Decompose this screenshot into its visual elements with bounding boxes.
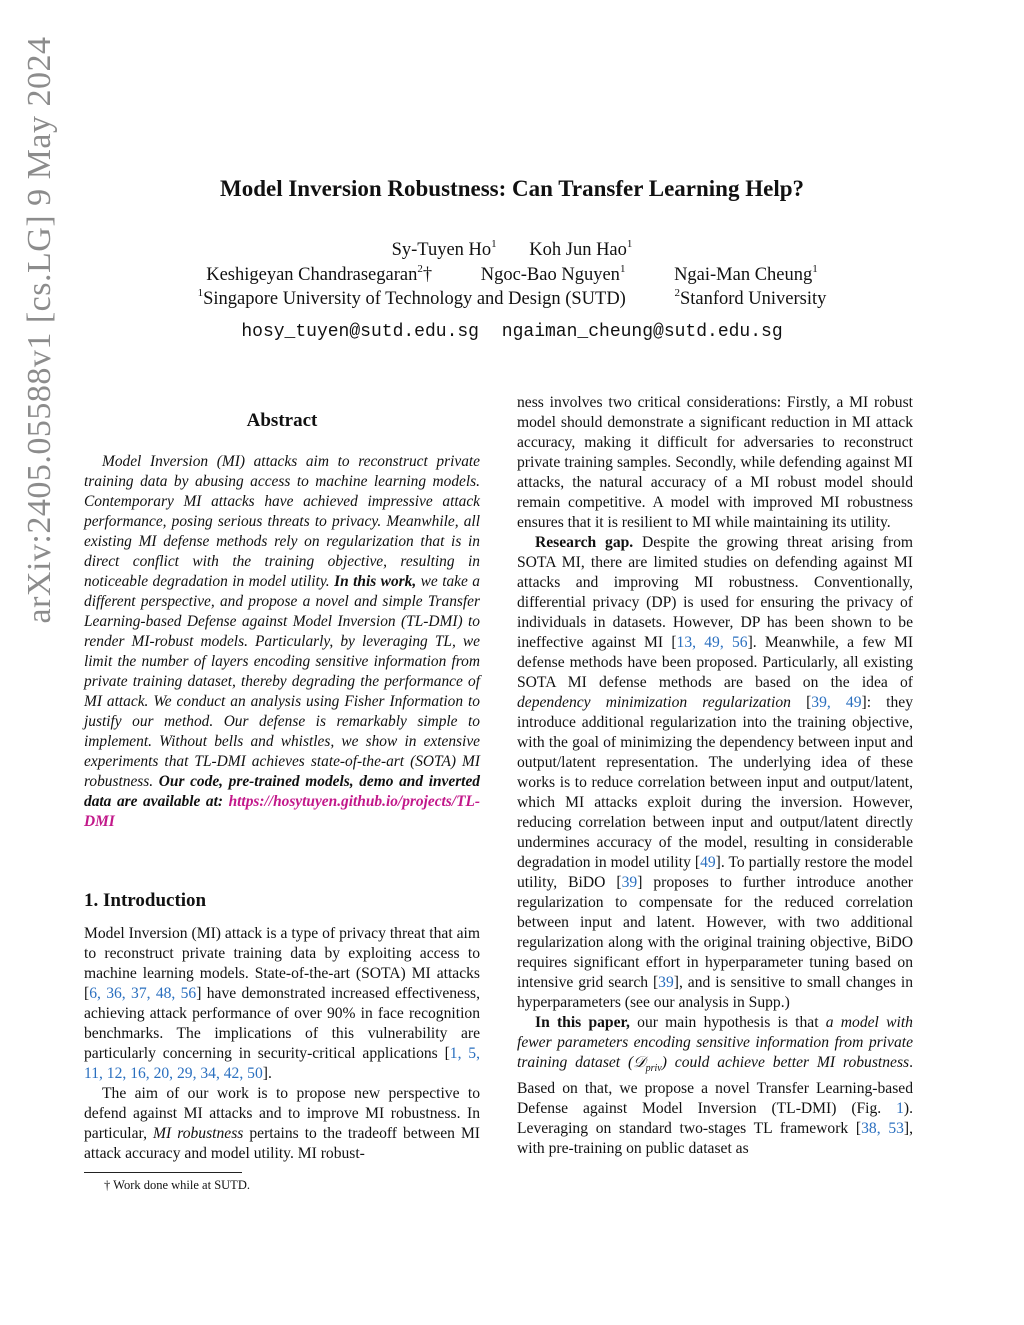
author-name: Sy-Tuyen Ho bbox=[391, 240, 492, 260]
citation[interactable]: 38, 53 bbox=[861, 1120, 904, 1138]
abstract-body: Model Inversion (MI) attacks aim to reconstruct private training data by abusing access to machine learning models. Contemporary MI attacks have achieved impressive attack performance, posing serious threats to privacy. Meanwhile, all existing MI defense methods rely on regularization that is in direct conflict with the training objective, resulting in noticeable degradation in model utility. In this work, we take a different perspective, and propose a novel and simple Transfer Learning-based Defense against Model Inversion (TL-DMI) to render MI-robust models. Particularly, by leveraging TL, we limit the number of layers encoding sensitive information from private training dataset, thereby degrading the performance of MI attack. We conduct an analysis using Fisher Information to justify our method. Our defense is remarkably simple to implement. Without bells and whistles, we show in extensive experiments that TL-DMI achieves state-of-the-art (SOTA) MI robustness. Our code, pre-trained models, demo and inverted data are available at: https://hosytuyen.github.io/projects/TL-DMI bbox=[84, 453, 480, 830]
affiliation: Stanford University bbox=[679, 289, 827, 309]
authors-line-1: Sy-Tuyen Ho$^1$ Koh Jun Hao$^1$ bbox=[391, 238, 633, 260]
citation[interactable]: 39, 49 bbox=[811, 694, 862, 711]
abstract-heading: Abstract bbox=[246, 410, 318, 431]
author-emails bbox=[0, 322, 1024, 342]
paragraph: The aim of our work is to propose new perspective to defend against MI attacks and to improve MI robustness. In particular, MI robustness pertains to the tradeoff between MI attack accuracy and model utility. MI robust- bbox=[84, 1085, 480, 1162]
arxiv-stamp: arXiv:2405.05588v1 [cs.LG] 9 May 2024 bbox=[21, 36, 58, 624]
footnote-rule bbox=[84, 1172, 242, 1173]
citation[interactable]: 13, 49, 56 bbox=[676, 634, 748, 651]
paragraph: Model Inversion (MI) attack is a type of privacy threat that aim to reconstruct private training data by exploiting access to machine learning models. State-of-the-art (SOTA) MI attacks [6, 36, 37, 48, 56] have demonstrated increased effectiveness, achieving attack performance of over 90% in face recognition benchmarks. The implications of this vulnerability are particularly concerning in security-critical applications [1, 5, 11, 12, 16, 20, 29, 34, 42, 50]. bbox=[84, 925, 481, 1082]
citation[interactable]: 39 bbox=[621, 874, 638, 891]
authors-line-2: Keshigeyan Chandrasegaran$^2$† Ngoc-Bao Nguyen$^1$ Ngai-Man Cheung$^1$ bbox=[206, 263, 818, 285]
paragraph: Research gap. Despite the growing threat arising from SOTA MI, there are limited studies on defending against MI attacks and improving MI robustness. Conventionally, differential privacy (DP) is used for ensuring the privacy of individuals in datasets. However, DP has been shown to be ineffective against MI [13, 49, 56]. Meanwhile, a few MI defense methods have been proposed. Particularly, all existing SOTA MI defense methods are based on the idea of dependency minimization regularization [39, 49]: they introduce additional regularization into the training objective, with the goal of minimizing the dependency between input and output/latent representation. The underlying idea of these works is to reduce correlation between input and output/latent, which MI attacks exploit during the inversion. However, reducing correlation between input and output/latent directly undermines accuracy of the model, resulting in considerable degradation in model utility [49]. To partially restore the model utility, BiDO [39] proposes to further introduce another regularization to compensate for the reduced correlation between input and latent. However, with two additional regularization along with the original training objective, BiDO requires significant effort in hyperparameter tuning based on intensive grid search [39], and is sensitive to small changes in hyperparameters (see our analysis in Supp.) bbox=[517, 534, 914, 1011]
affiliation: Singapore University of Technology and Design (SUTD) bbox=[203, 289, 626, 309]
right-column bbox=[517, 393, 913, 1159]
author-name: Koh Jun Hao bbox=[529, 240, 627, 260]
citation[interactable]: 39 bbox=[658, 974, 674, 991]
author-name: Ngai-Man Cheung bbox=[674, 265, 813, 285]
email-cheung[interactable]: ngaiman_cheung@sutd.edu.sg bbox=[501, 322, 783, 342]
section-heading-introduction: 1. Introduction bbox=[84, 890, 207, 911]
figure-reference[interactable]: 1 bbox=[896, 1100, 904, 1118]
paragraph: ness involves two critical considerations: Firstly, a MI robust model should demonstrate a significant reduction in MI attack accuracy, making it difficult for adversaries to reconstruct private training samples. Secondly, while defending against MI attacks, the natural accuracy of a MI robust model should remain competitive. A model with improved MI robustness ensures that it is resilient to MI while maintaining its utility. bbox=[517, 394, 913, 531]
citation[interactable]: 6, 36, 37, 48, 56 bbox=[89, 985, 197, 1002]
paragraph: In this paper, our main hypothesis is that a model with fewer parameters encoding sensitive information from private training dataset (𝒟$_{priv}$) could achieve better MI robustness. Based on that, we propose a novel Transfer Learning-based Defense against Model Inversion (TL-DMI) (Fig. 1). Leveraging on standard two-stages TL framework [38, 53], with pre-training on public dataset as bbox=[517, 1014, 914, 1158]
author-name: Keshigeyan Chandrasegaran bbox=[206, 265, 418, 285]
project-link[interactable]: https://hosytuyen.github.io/projects/TL-DMI bbox=[84, 793, 480, 830]
paper-title: Model Inversion Robustness: Can Transfer Learning Help? bbox=[220, 176, 804, 201]
citation[interactable]: 1, 5, 11, 12, 16, 20, 29, 34, 42, 50 bbox=[84, 1045, 480, 1082]
author-name: Ngoc-Bao Nguyen bbox=[480, 265, 620, 285]
email-ho[interactable]: hosy_tuyen@sutd.edu.sg bbox=[241, 322, 479, 342]
affiliations: $^1$Singapore University of Technology and Design (SUTD) $^2$Stanford University bbox=[197, 287, 827, 309]
citation[interactable]: 49 bbox=[700, 854, 716, 871]
introduction-body bbox=[84, 924, 480, 1164]
footnote: † Work done while at SUTD. bbox=[104, 1178, 250, 1192]
